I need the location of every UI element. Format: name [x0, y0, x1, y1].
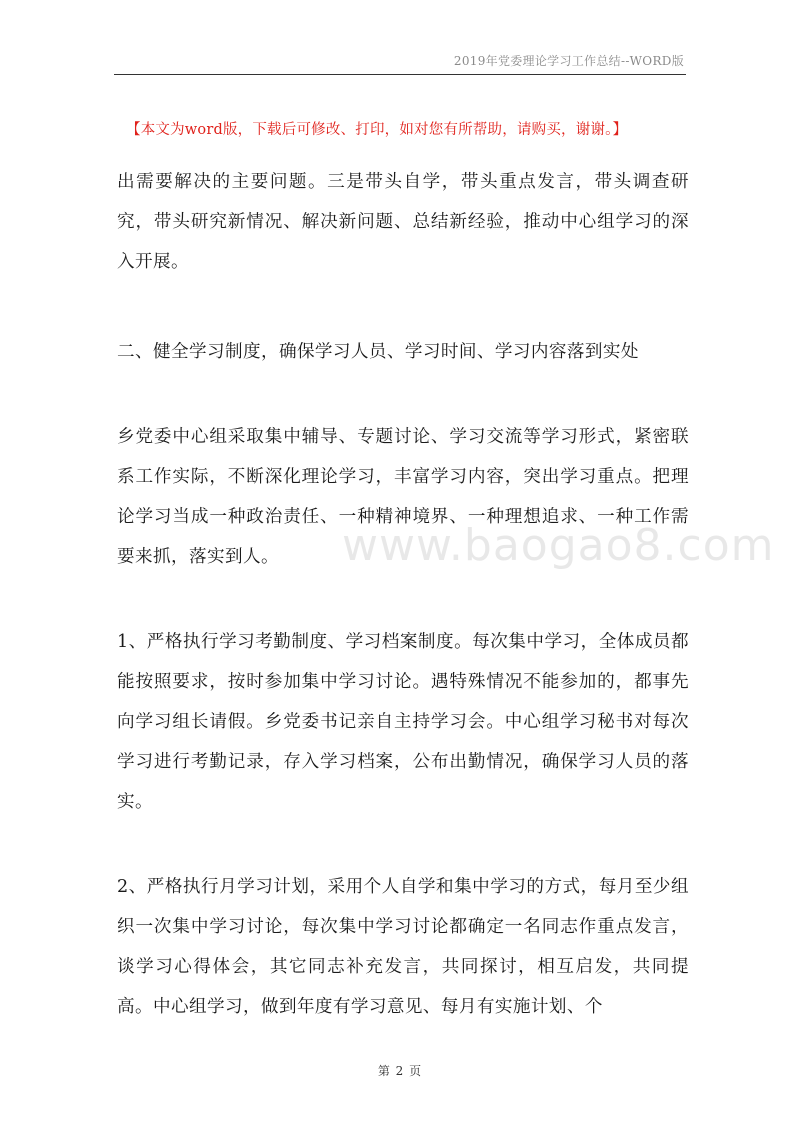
section-heading: 二、健全学习制度，确保学习人员、学习时间、学习内容落到实处 — [117, 342, 639, 362]
purchase-notice: 【本文为word版，下载后可修改、打印，如对您有所帮助，请购买，谢谢。】 — [126, 122, 628, 138]
paragraph-monthly-plan: 2、严格执行月学习计划，采用个人自学和集中学习的方式，每月至少组织一次集中学习讨论，每次集中学习讨论都确定一名同志作重点发言，谈学习心得体会，其它同志补充发言，共同探讨，相互启发，共同提高。中心组学习，做到年度有学习意见、每月有实施计划、个 — [117, 877, 689, 1017]
paragraph-attendance-system: 1、严格执行学习考勤制度、学习档案制度。每次集中学习，全体成员都能按照要求，按时参加集中学习讨论。遇特殊情况不能参加的，都事先向学习组长请假。乡党委书记亲自主持学习会。中心组学习秘书对每次学习进行考勤记录，存入学习档案，公布出勤情况，确保学习人员的落实。 — [117, 632, 689, 812]
running-header-title: 2019年党委理论学习工作总结--WORD版 — [453, 54, 684, 68]
paragraph-continuation: 出需要解决的主要问题。三是带头自学，带头重点发言，带头调查研究，带头研究新情况、解决新问题、总结新经验，推动中心组学习的深入开展。 — [117, 172, 689, 272]
header-divider — [114, 74, 686, 75]
site-watermark: www.baogao8.com — [342, 520, 775, 571]
paragraph-study-forms: 乡党委中心组采取集中辅导、专题讨论、学习交流等学习形式，紧密联系工作实际，不断深化理论学习，丰富学习内容，突出学习重点。把理论学习当成一种政治责任、一种精神境界、一种理想追求、一种工作需要来抓，落实到人。 — [117, 427, 689, 567]
page-number: 第 2 页 — [377, 1064, 423, 1078]
document-body — [117, 162, 689, 1027]
